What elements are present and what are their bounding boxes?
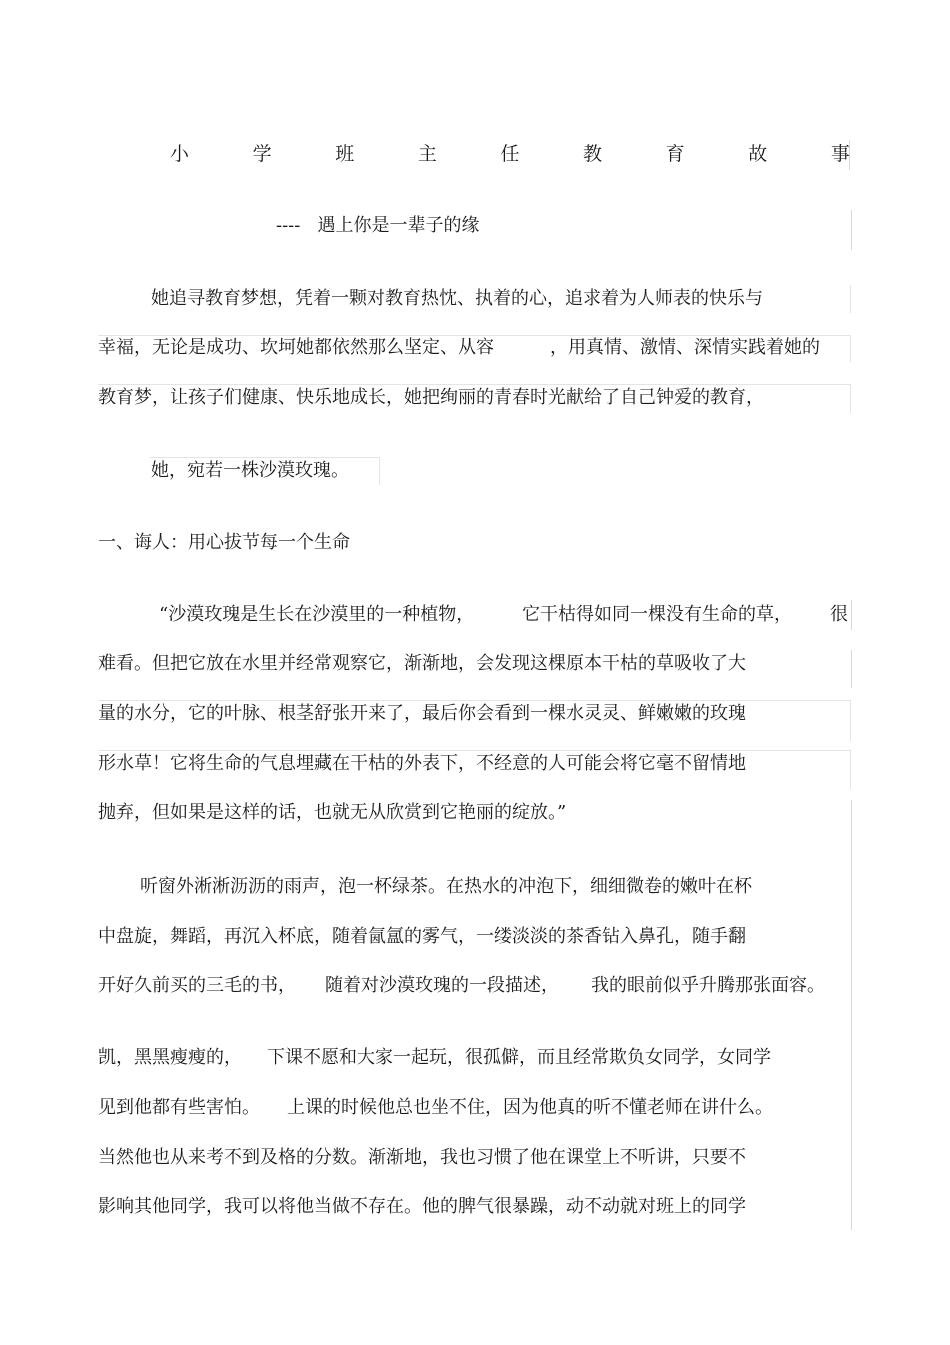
quote-line: 很 [830, 604, 848, 625]
title-char: 事 [830, 143, 850, 165]
document-title [170, 141, 850, 167]
title-char: 学 [252, 143, 272, 165]
quote-line: 形水草！它将生命的气息埋藏在干枯的外表下，不经意的人可能会将它毫不留情地 [98, 753, 746, 774]
title-char: 小 [170, 143, 190, 165]
title-char: 主 [417, 143, 437, 165]
intro-line: 她追寻教育梦想，凭着一颗对教育热忱、执着的心，追求着为人师表的快乐与 [151, 288, 763, 309]
body-line: 影响其他同学，我可以将他当做不存在。他的脾气很暴躁，动不动就对班上的同学 [98, 1196, 746, 1217]
title-char: 育 [665, 143, 685, 165]
title-char: 教 [583, 143, 603, 165]
body-line: 随着对沙漠玫瑰的一段描述， [325, 975, 559, 996]
body-line: 中盘旋，舞蹈，再沉入杯底，随着氤氲的雾气，一缕淡淡的茶香钻入鼻孔，随手翻 [98, 926, 746, 947]
quote-line: 量的水分，它的叶脉、根茎舒张开来了，最后你会看到一棵水灵灵、鲜嫩嫩的玫瑰 [98, 703, 746, 724]
scan-frame [847, 285, 851, 313]
body-line: 我的眼前似乎升腾那张面容。 [591, 975, 825, 996]
title-char: 故 [748, 143, 768, 165]
intro-line: 她，宛若一株沙漠玫瑰。 [151, 460, 349, 481]
intro-line: 教育梦，让孩子们健康、快乐地成长，她把绚丽的青春时光献给了自己钟爱的教育， [98, 387, 764, 408]
title-char: 任 [500, 143, 520, 165]
quote-line: 抛弃，但如果是这样的话，也就无从欣赏到它艳丽的绽放。” [98, 802, 567, 823]
body-line: 开好久前买的三毛的书， [98, 975, 296, 996]
margin-rule [851, 600, 852, 630]
document-subtitle: ---- 遇上你是一辈子的缘 [276, 215, 480, 236]
margin-rule [851, 800, 852, 1230]
quote-line: “沙漠玫瑰是生长在沙漠里的一种植物， [159, 604, 475, 625]
title-char: 班 [335, 143, 355, 165]
intro-line: ，用真情、激情、深情实践着她的 [550, 337, 820, 358]
body-line: 下课不愿和大家一起玩，很孤僻，而且经常欺负女同学，女同学 [267, 1047, 771, 1068]
quote-line: 难看。但把它放在水里并经常观察它，渐渐地，会发现这棵原本干枯的草吸收了大 [98, 653, 746, 674]
section-heading: 一、诲人：用心拔节每一个生命 [98, 532, 350, 553]
body-line: 上课的时候他总也坐不住，因为他真的听不懂老师在讲什么。 [287, 1097, 773, 1118]
intro-line: 幸福，无论是成功、坎坷她都依然那么坚定、从容 [98, 337, 494, 358]
body-line: 凯，黑黑瘦瘦的， [98, 1047, 242, 1068]
body-line: 当然他也从来考不到及格的分数。渐渐地，我也习惯了他在课堂上不听讲，只要不 [98, 1147, 746, 1168]
margin-rule [851, 210, 852, 250]
body-line: 见到他都有些害怕。 [98, 1097, 260, 1118]
quote-line: 它干枯得如同一棵没有生命的草， [522, 604, 792, 625]
body-line: 听窗外淅淅沥沥的雨声，泡一杯绿茶。在热水的冲泡下，细细微卷的嫩叶在杯 [140, 876, 752, 897]
margin-rule [851, 650, 852, 688]
